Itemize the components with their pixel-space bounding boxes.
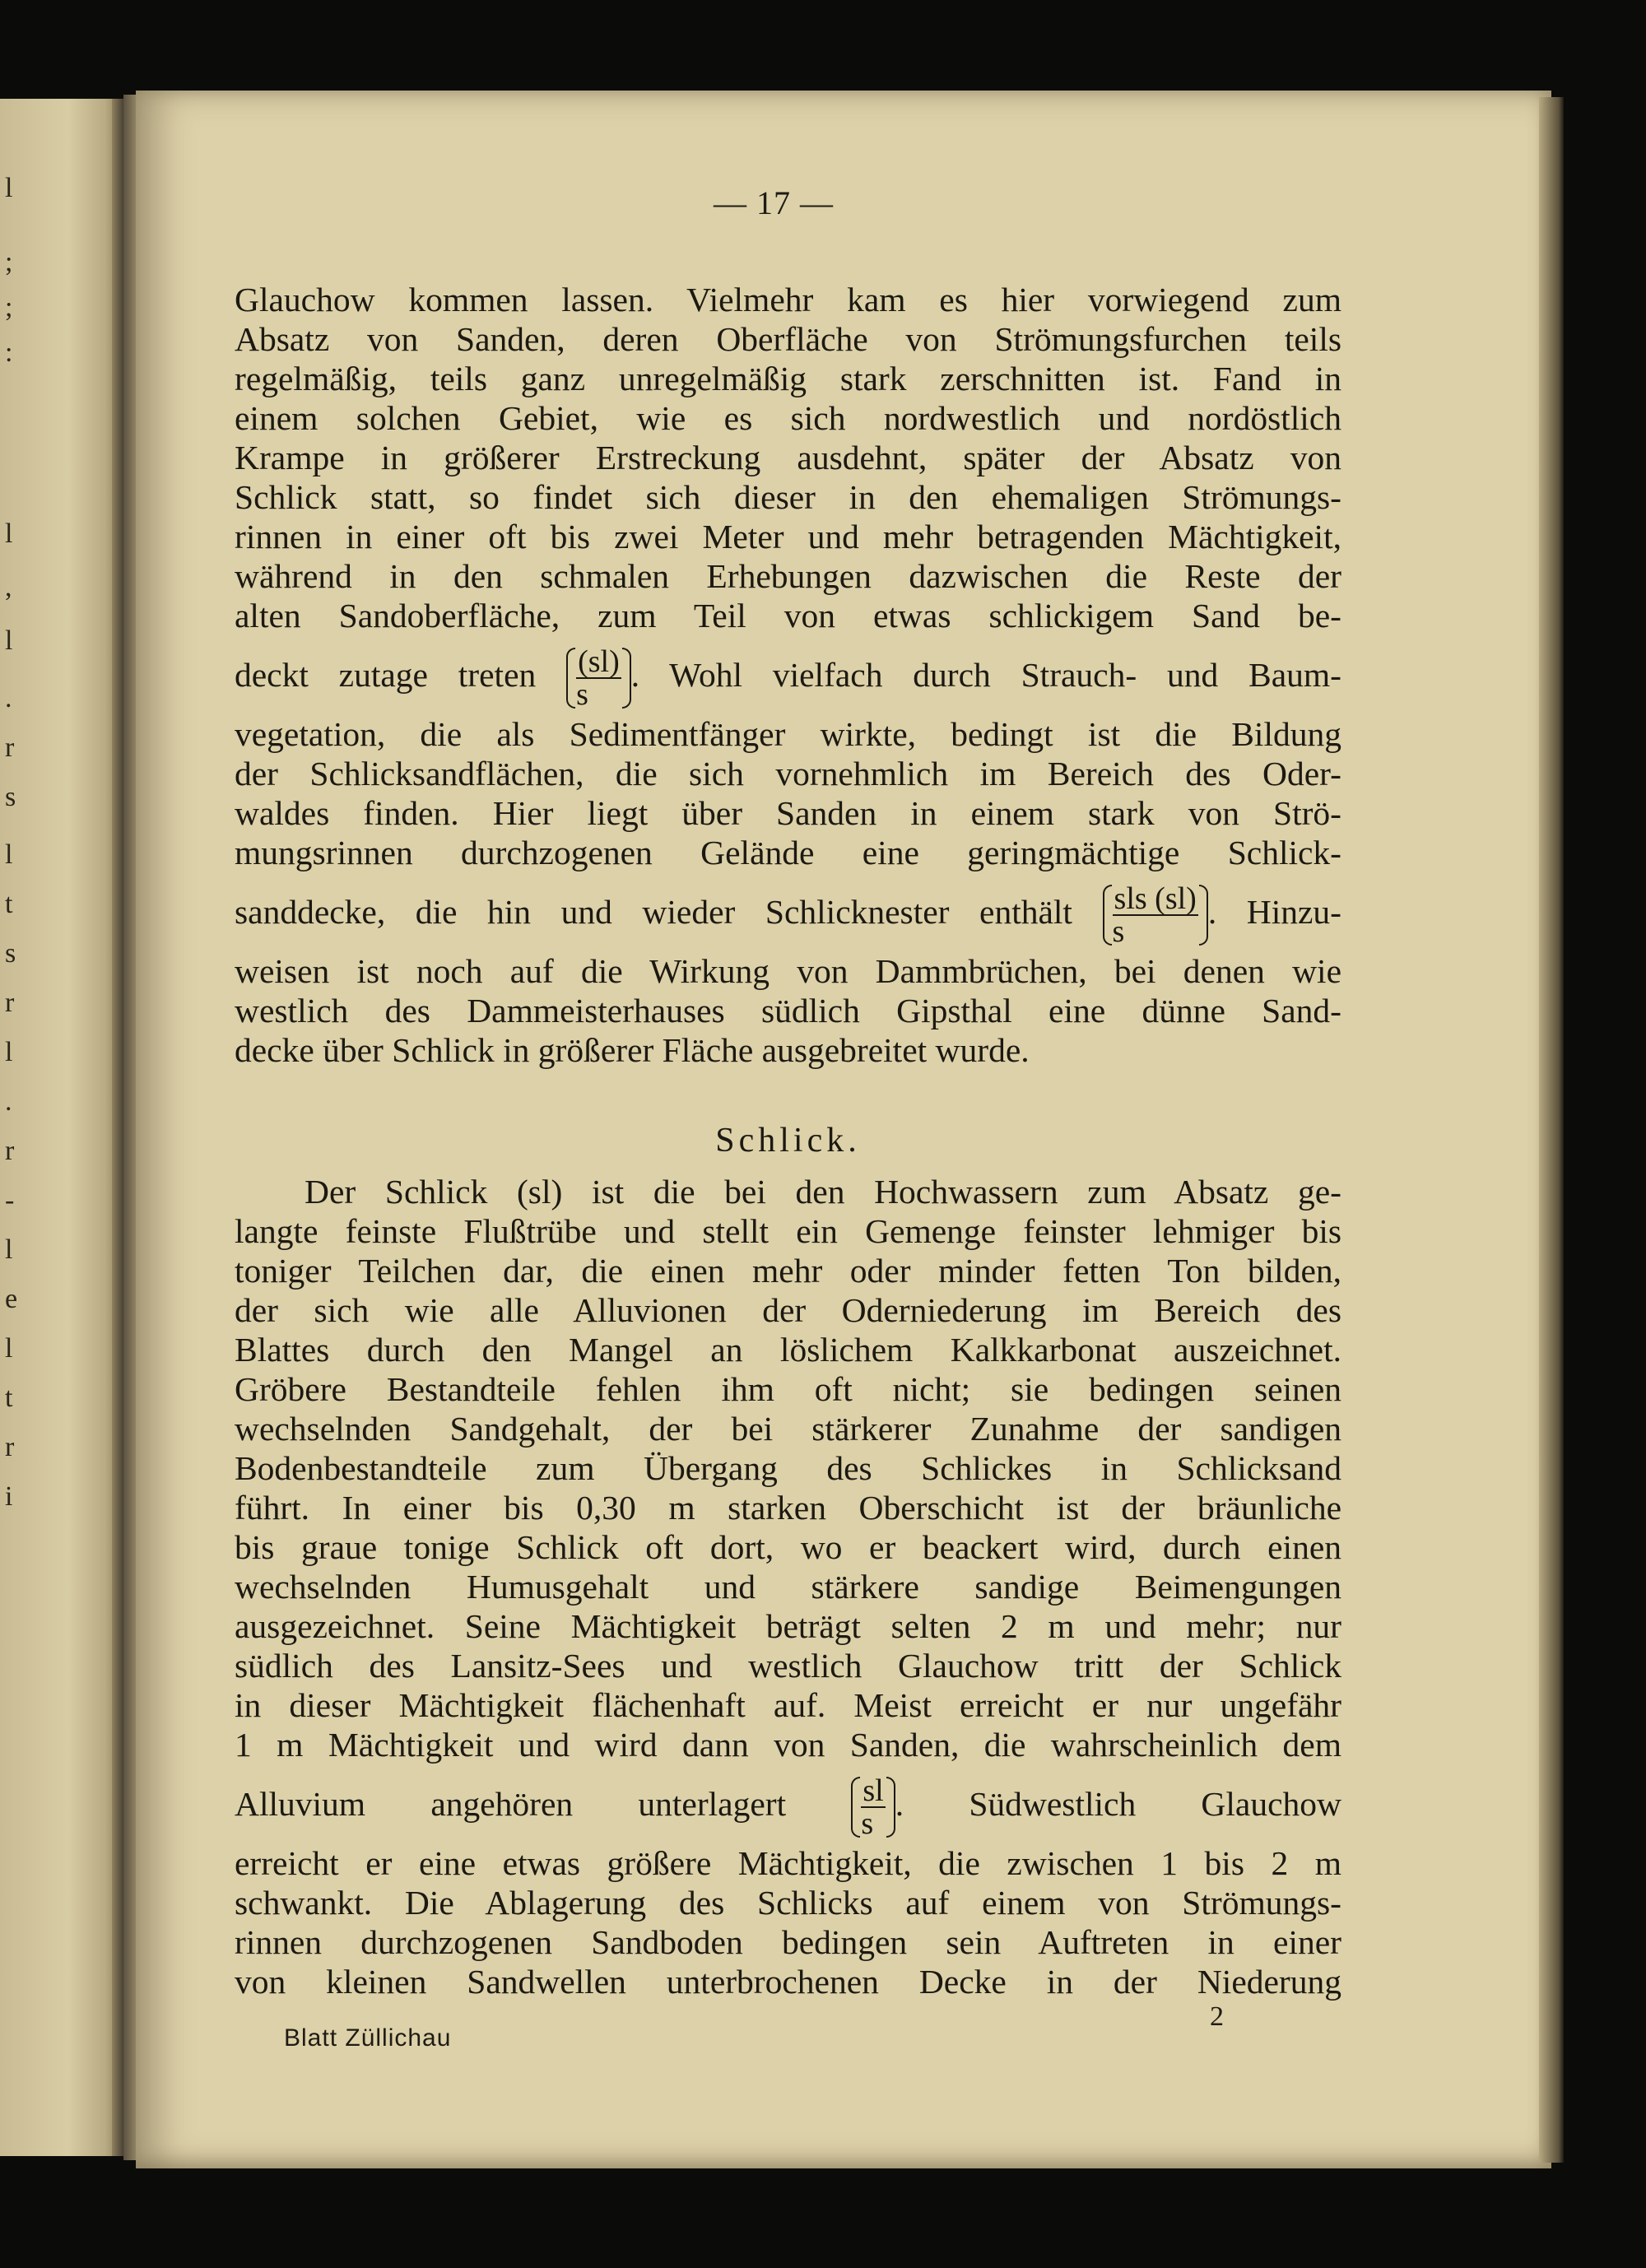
text-line: schwankt. Die Ablagerung des Schlicks auf einem von Strömungs- [235, 1884, 1341, 1922]
formula-numerator: (sl) [578, 644, 620, 680]
page-number: — 17 — [714, 184, 834, 221]
facing-page-fragment: l [5, 1333, 13, 1364]
text-line: in dieser Mächtigkeit flächenhaft auf. Meist erreicht er nur ungefähr [235, 1686, 1341, 1724]
profile-formula [1103, 881, 1208, 950]
facing-page-fragment: ; [5, 247, 13, 277]
facing-page-fragment: l [5, 1234, 13, 1265]
formula-trail-text: . Wohl vielfach durch Strauch- und Baum- [630, 656, 1341, 694]
facing-page-fragment: . [5, 1086, 12, 1117]
text-line: rinnen durchzogenen Sandboden bedingen sein Auftreten in einer [235, 1923, 1341, 1961]
text-line: Schlick statt, so findet sich dieser in den ehemaligen Strömungs- [235, 478, 1341, 516]
facing-page-fragment: , [5, 572, 12, 602]
formula-numerator: sls (sl) [1114, 881, 1197, 917]
facing-page-fragment: s [5, 782, 16, 812]
formula-denominator: s [1112, 914, 1125, 950]
text-line: führt. In einer bis 0,30 m starken Oberschicht ist der bräunliche [235, 1489, 1341, 1527]
signature-mark: 2 [1210, 2001, 1224, 2032]
text-line: vegetation, die als Sedimentfänger wirkte, bedingt ist die Bildung [235, 715, 1341, 753]
text-line: Krampe in größerer Erstreckung ausdehnt, später der Absatz von [235, 439, 1341, 476]
facing-page [0, 99, 123, 2156]
facing-page-fragment: r [5, 1136, 15, 1166]
formula-denominator: s [576, 677, 588, 713]
facing-page-fragment: ; [5, 292, 13, 323]
text-line: wechselnden Sandgehalt, der bei stärkerer Zunahme der sandigen [235, 1410, 1341, 1448]
text-line: der Schlicksandflächen, die sich vornehmlich im Bereich des Oder- [235, 755, 1341, 792]
page-right-edge [1539, 97, 1564, 2163]
facing-page-fragment: r [5, 988, 15, 1018]
text-line: alten Sandoberfläche, zum Teil von etwas schlickigem Sand be- [235, 597, 1341, 634]
facing-page-fragment: s [5, 938, 16, 969]
formula-lead-text: deckt zutage treten [235, 656, 537, 694]
text-line-with-formula [235, 872, 1341, 951]
facing-page-text-fragments [5, 99, 30, 2156]
text-line: Der Schlick (sl) ist die bei den Hochwassern zum Absatz ge- [305, 1173, 1341, 1211]
text-line: toniger Teilchen dar, die einen mehr oder minder fetten Ton bilden, [235, 1252, 1341, 1290]
facing-page-fragment: r [5, 1432, 15, 1462]
formula-trail-text: . Hinzu- [1207, 893, 1342, 931]
text-line: südlich des Lansitz-Sees und westlich Glauchow tritt der Schlick [235, 1647, 1341, 1685]
facing-page-fragment: r [5, 732, 15, 763]
text-line: Blattes durch den Mangel an löslichem Kalkkarbonat auszeichnet. [235, 1331, 1341, 1369]
text-line: ausgezeichnet. Seine Mächtigkeit beträgt selten 2 m und mehr; nur [235, 1607, 1341, 1645]
text-line: während in den schmalen Erhebungen dazwischen die Reste der [235, 557, 1341, 595]
body-text [235, 280, 1341, 2001]
text-line: Glauchow kommen lassen. Vielmehr kam es hier vorwiegend zum [235, 281, 1341, 318]
facing-page-fragment: l [5, 1037, 13, 1067]
text-line: erreicht er eine etwas größere Mächtigkeit, die zwischen 1 bis 2 m [235, 1844, 1341, 1882]
text-line: Absatz von Sanden, deren Oberfläche von Strömungsfurchen teils [235, 320, 1341, 358]
facing-page-fragment: i [5, 1481, 13, 1512]
section-heading: Schlick. [715, 1122, 861, 1160]
text-line: decke über Schlick in größerer Fläche ausgebreitet wurde. [235, 1031, 1030, 1069]
text-line-with-formula [235, 635, 1341, 714]
facing-page-fragment: : [5, 337, 13, 368]
text-line: weisen ist noch auf die Wirkung von Dammbrüchen, bei denen wie [235, 952, 1341, 990]
text-line: wechselnden Humusgehalt und stärkere sandige Beimengungen [235, 1568, 1341, 1606]
text-line: regelmäßig, teils ganz unregelmäßig stark zerschnitten ist. Fand in [235, 360, 1341, 397]
text-line: 1 m Mächtigkeit und wird dann von Sanden, die wahrscheinlich dem [235, 1726, 1341, 1764]
text-line: Bodenbestandteile zum Übergang des Schlickes in Schlicksand [235, 1449, 1341, 1487]
paragraph-sand-deposits [235, 280, 1341, 1070]
formula-denominator: s [861, 1806, 874, 1842]
facing-page-fragment: e [5, 1284, 18, 1314]
facing-page-fragment: l [5, 518, 13, 549]
text-line: einem solchen Gebiet, wie es sich nordwestlich und nordöstlich [235, 399, 1341, 437]
formula-lead-text: Alluvium angehören unterlagert [235, 1785, 787, 1823]
text-line: Gröbere Bestandteile fehlen ihm oft nicht; sie bedingen seinen [235, 1370, 1341, 1408]
text-line: rinnen in einer oft bis zwei Meter und mehr betragenden Mächtigkeit, [235, 518, 1341, 555]
paragraph-schlick [235, 1172, 1341, 2001]
formula-numerator: sl [863, 1773, 884, 1809]
facing-page-fragment: l [5, 839, 13, 870]
formula-lead-text: sanddecke, die hin und wieder Schlicknester enthält [235, 893, 1072, 931]
facing-page-fragment: t [5, 1383, 13, 1413]
text-line: waldes finden. Hier liegt über Sanden in einem stark von Strö- [235, 794, 1341, 832]
formula-trail-text: . Südwestlich Glauchow [895, 1785, 1341, 1823]
text-line: langte feinste Flußtrübe und stellt ein Gemenge feinster lehmiger bis [235, 1212, 1341, 1250]
facing-page-fragment: l [5, 173, 13, 203]
text-line: von kleinen Sandwellen unterbrochenen Decke in der Niederung [235, 1963, 1341, 2001]
facing-page-fragment: l [5, 625, 13, 656]
text-line: bis graue tonige Schlick oft dort, wo er beackert wird, durch einen [235, 1528, 1341, 1566]
text-line-with-formula [235, 1764, 1341, 1843]
text-line: mungsrinnen durchzogenen Gelände eine geringmächtige Schlick- [235, 834, 1341, 871]
text-line: der sich wie alle Alluvionen der Oderniederung im Bereich des [235, 1291, 1341, 1329]
text-line: westlich des Dammeisterhauses südlich Gipsthal eine dünne Sand- [235, 992, 1341, 1029]
facing-page-fragment: t [5, 889, 13, 919]
sheet-name-footer: Blatt Züllichau [284, 2024, 452, 2052]
facing-page-fragment: - [5, 1185, 15, 1215]
facing-page-edge [112, 99, 123, 2156]
profile-formula [851, 1773, 895, 1842]
facing-page-fragment: . [5, 683, 12, 713]
profile-formula [566, 644, 631, 713]
